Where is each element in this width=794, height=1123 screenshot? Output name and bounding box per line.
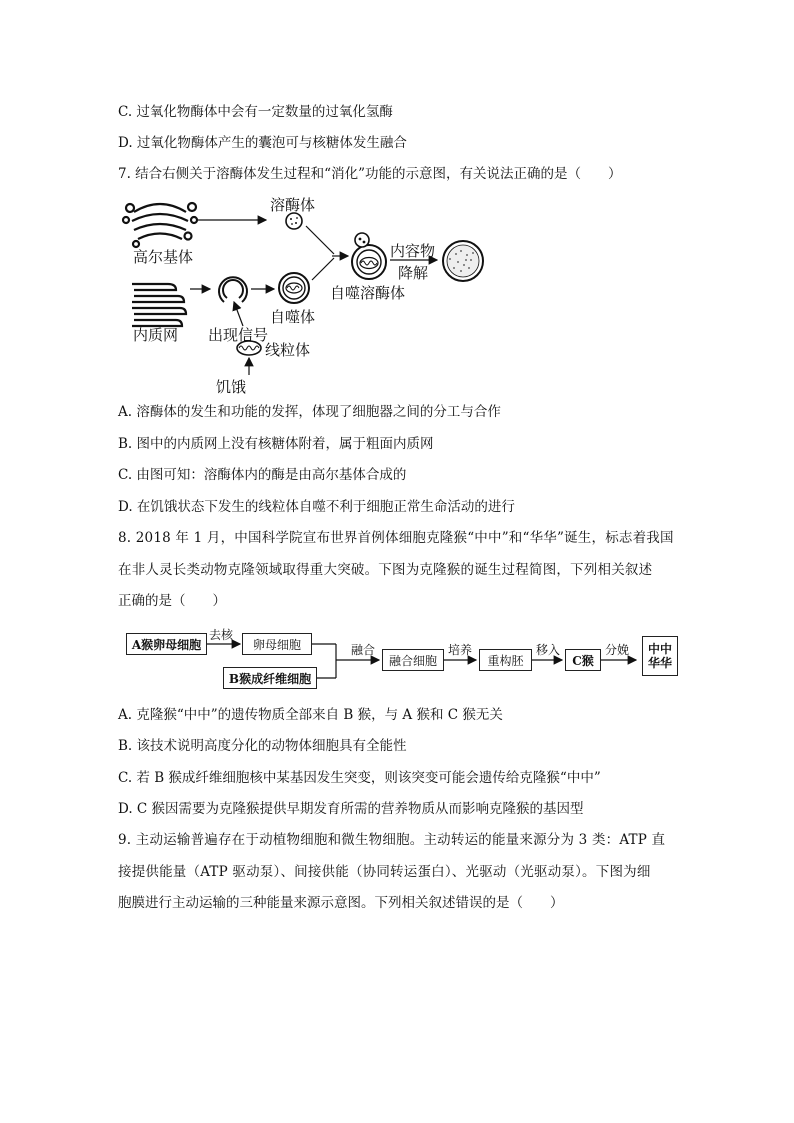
q6-option-c: C. 过氧化物酶体中会有一定数量的过氧化氢酶 — [118, 104, 393, 120]
fusion-label: 融合 — [351, 643, 376, 657]
enucleate-label: 去核 — [209, 628, 234, 642]
reconstructed-embryo-box: 重构胚 — [479, 649, 532, 671]
q8-option-a: A. 克隆猴“中中”的遗传物质全部来自 B 猴，与 A 猴和 C 猴无关 — [118, 707, 503, 723]
golgi-label: 高尔基体 — [133, 248, 194, 266]
er-label: 内质网 — [133, 326, 179, 344]
q7-option-a: A. 溶酶体的发生和功能的发挥，体现了细胞器之间的分工与合作 — [118, 404, 501, 420]
lysosome-label: 溶酶体 — [270, 196, 316, 214]
q8-option-c: C. 若 B 猴成纤维细胞核中某基因发生突变，则该突变可能会遗传给克隆猴“中中” — [118, 770, 601, 786]
q9-stem-line1: 9. 主动运输普遍存在于动植物细胞和微生物细胞。主动转运的能量来源分为 3 类：ATP 直 — [118, 832, 666, 848]
lysosome-icon — [286, 213, 302, 229]
birth-label: 分娩 — [605, 643, 630, 657]
autophagosome-icon — [279, 273, 309, 303]
lysosome-diagram — [120, 190, 520, 400]
b-monkey-fibroblast-box: B猴成纤维细胞 — [223, 667, 317, 689]
offspring-huahua: 华华 — [647, 656, 672, 670]
mitochondrion-label: 线粒体 — [265, 341, 311, 359]
q8-option-d: D. C 猴因需要为克隆猴提供早期发育所需的营养物质从而影响克隆猴的基因型 — [118, 801, 584, 817]
q8-stem-line3: 正确的是（ ） — [118, 593, 226, 609]
autolysosome-icon — [352, 233, 386, 279]
fused-cell-box: 融合细胞 — [382, 649, 444, 671]
signal-label: 出现信号 — [208, 326, 269, 344]
q9-stem-line2: 接提供能量（ATP 驱动泵）、间接供能（协同转运蛋白）、光驱动（光驱动泵）。下图为细 — [118, 864, 651, 880]
q7-option-d: D. 在饥饿状态下发生的线粒体自噬不利于细胞正常生命活动的进行 — [118, 499, 515, 515]
er-icon — [132, 284, 186, 326]
offspring-zhongzhong: 中中 — [647, 642, 672, 656]
autophagosome-label: 自噬体 — [270, 308, 316, 326]
degrade-label: 降解 — [398, 264, 429, 282]
contents-label: 内容物 — [390, 242, 436, 260]
q7-option-b: B. 图中的内质网上没有核糖体附着，属于粗面内质网 — [118, 436, 434, 452]
offspring-box — [642, 636, 678, 676]
lysosome-diagram-svg — [120, 190, 520, 400]
degraded-vesicle-icon — [443, 241, 483, 281]
q8-option-b: B. 该技术说明高度分化的动物体细胞具有全能性 — [118, 738, 407, 754]
transfer-label: 移入 — [536, 643, 561, 657]
hunger-label: 饥饿 — [216, 378, 247, 396]
a-monkey-oocyte-box: A猴卵母细胞 — [126, 633, 207, 655]
golgi-icon — [123, 203, 197, 247]
cloning-flowchart — [126, 628, 686, 692]
q8-stem-line1: 8. 2018 年 1 月，中国科学院宣布世界首例体细胞克隆猴“中中”和“华华”诞生，标志着我国 — [118, 530, 674, 546]
c-monkey-box: C猴 — [565, 649, 601, 671]
phagophore-icon — [219, 277, 247, 302]
q8-stem-line2: 在非人灵长类动物克隆领域取得重大突破。下图为克隆猴的诞生过程简图，下列相关叙述 — [118, 562, 653, 578]
culture-label: 培养 — [448, 643, 473, 657]
q9-stem-line3: 胞膜进行主动运输的三种能量来源示意图。下列相关叙述错误的是（ ） — [118, 895, 564, 911]
q7-stem: 7. 结合右侧关于溶酶体发生过程和“消化”功能的示意图，有关说法正确的是（ ） — [118, 166, 622, 182]
autolysosome-label: 自噬溶酶体 — [330, 284, 406, 302]
oocyte-box: 卵母细胞 — [242, 633, 312, 655]
q7-option-c: C. 由图可知：溶酶体内的酶是由高尔基体合成的 — [118, 467, 407, 483]
q6-option-d: D. 过氧化物酶体产生的囊泡可与核糖体发生融合 — [118, 135, 407, 151]
